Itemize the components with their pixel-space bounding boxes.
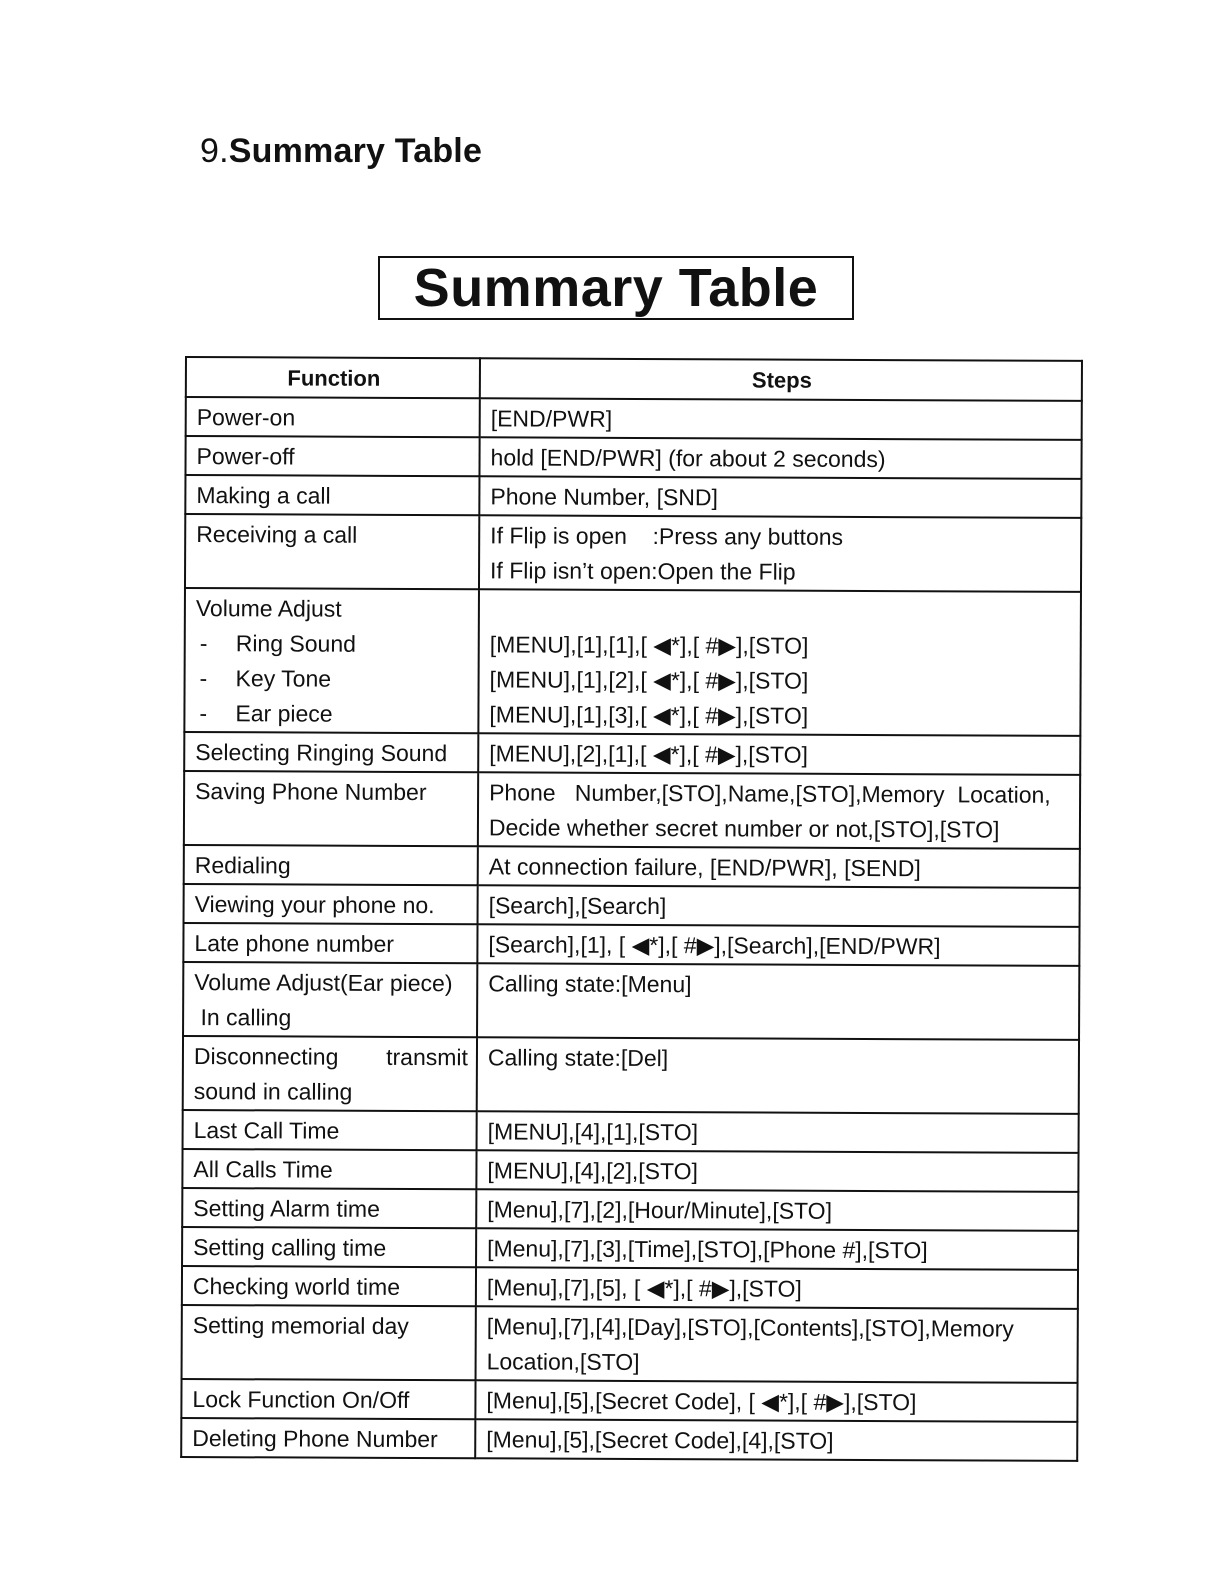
function-text: Redialing [194, 852, 291, 879]
steps-text: If Flip isn’t open:Open the Flip [490, 557, 796, 585]
table-row [182, 1305, 1078, 1383]
steps-cell [477, 963, 1079, 1040]
function-cell [183, 1036, 477, 1111]
function-text: Deleting Phone Number [192, 1425, 438, 1453]
steps-cell [475, 1380, 1077, 1422]
steps-cell [476, 1306, 1078, 1383]
function-word: transmit [386, 1043, 468, 1071]
function-cell [183, 962, 477, 1037]
steps-text: Phone Number,[STO],Name,[STO],Memory Location, [489, 779, 1051, 808]
function-text: Volume Adjust [195, 595, 342, 622]
table-row [184, 771, 1080, 849]
steps-text: Calling state:[Del] [487, 1044, 669, 1072]
function-cell [184, 732, 478, 772]
function-cell [182, 1266, 476, 1306]
steps-text: Decide whether secret number or not,[STO],[STO] [488, 814, 1000, 843]
function-text: Viewing your phone no. [194, 891, 435, 919]
table-row [185, 475, 1081, 518]
function-text: Selecting Ringing Sound [195, 739, 448, 767]
table-row [181, 1418, 1077, 1461]
function-text: Checking world time [192, 1273, 401, 1300]
steps-text: Location,[STO] [486, 1348, 640, 1375]
steps-cell [476, 1150, 1078, 1192]
sub-item: - Ear piece [199, 700, 333, 727]
steps-cell [478, 772, 1080, 849]
function-text: Last Call Time [193, 1117, 340, 1144]
table-row [183, 1110, 1079, 1153]
function-cell [181, 1418, 475, 1458]
function-cell [184, 588, 479, 733]
steps-cell [476, 1267, 1078, 1309]
steps-text: [Menu],[7],[4],[Day],[STO],[Contents],[STO],Memory [486, 1313, 1014, 1342]
steps-cell [478, 846, 1080, 888]
steps-text: Calling state:[Menu] [488, 970, 692, 998]
sub-item-label: Ring Sound [235, 630, 357, 657]
table-row [181, 1379, 1077, 1422]
steps-cell [479, 476, 1081, 518]
steps-text: [MENU],[1],[1],[ ◀*],[ #▶],[STO] [489, 631, 809, 659]
function-text: Power-off [196, 443, 295, 470]
sub-item: - Ring Sound [199, 630, 357, 657]
function-cell [184, 845, 478, 885]
table-row [184, 884, 1080, 927]
steps-cell [478, 885, 1080, 927]
function-cell [184, 771, 478, 846]
steps-text: [Search],[1], [ ◀*],[ #▶],[Search],[END/PWR] [488, 931, 941, 960]
steps-text: [MENU],[4],[2],[STO] [487, 1157, 698, 1185]
table-row [183, 1036, 1079, 1114]
steps-text: [Search],[Search] [488, 892, 667, 920]
function-cell [185, 475, 479, 515]
steps-cell [475, 1419, 1077, 1461]
sub-item-label: Key Tone [235, 665, 332, 692]
table-row [182, 1266, 1078, 1309]
section-heading [200, 132, 482, 171]
function-text: Power-on [196, 404, 296, 431]
steps-text: [MENU],[1],[3],[ ◀*],[ #▶],[STO] [489, 701, 809, 729]
function-cell [181, 1379, 475, 1419]
summary-table [180, 356, 1083, 1462]
steps-cell [477, 1037, 1079, 1114]
steps-text: At connection failure, [END/PWR], [SEND] [488, 853, 921, 882]
function-cell [182, 1188, 476, 1228]
steps-text: [Menu],[7],[3],[Time],[STO],[Phone #],[STO] [487, 1235, 928, 1264]
table-row [184, 588, 1081, 736]
function-text: Saving Phone Number [195, 778, 427, 806]
sub-item: - Key Tone [199, 665, 332, 692]
function-text: Receiving a call [196, 521, 358, 548]
steps-text: [Menu],[7],[5], [ ◀*],[ #▶],[STO] [486, 1274, 802, 1302]
function-cell [182, 1305, 476, 1380]
steps-text: [Menu],[5],[Secret Code],[4],[STO] [486, 1426, 834, 1454]
function-text: Setting Alarm time [193, 1195, 380, 1222]
steps-text: [Menu],[5],[Secret Code], [ ◀*],[ #▶],[STO] [486, 1387, 917, 1416]
steps-cell [478, 589, 1081, 736]
function-text: Volume Adjust(Ear piece) [194, 969, 453, 997]
section-title: Summary Table [228, 132, 483, 170]
steps-text: [MENU],[1],[2],[ ◀*],[ #▶],[STO] [489, 666, 809, 694]
steps-cell [477, 924, 1079, 966]
function-text: Lock Function On/Off [192, 1386, 410, 1413]
function-cell [186, 397, 480, 437]
table-row [184, 845, 1080, 888]
function-cell [185, 514, 479, 589]
steps-text: Phone Number, [SND] [490, 483, 719, 511]
table-row [184, 732, 1080, 775]
table-row [182, 1149, 1078, 1192]
steps-text: [Menu],[7],[2],[Hour/Minute],[STO] [487, 1196, 833, 1224]
function-cell [182, 1149, 476, 1189]
table-row [186, 397, 1082, 440]
header-steps: Steps [480, 358, 1082, 401]
steps-text: [END/PWR] [490, 405, 613, 432]
title-box [378, 256, 854, 320]
function-text-justified [194, 1039, 468, 1075]
steps-cell [479, 437, 1081, 479]
function-text: Late phone number [194, 930, 394, 957]
function-cell [183, 1110, 477, 1150]
steps-cell [479, 515, 1081, 592]
function-cell [183, 923, 477, 963]
function-text: In calling [194, 1004, 292, 1031]
function-word: Disconnecting [193, 1043, 339, 1070]
header-function: Function [186, 357, 480, 398]
steps-cell [478, 733, 1080, 775]
function-text: Making a call [196, 482, 331, 509]
table-row [182, 1227, 1078, 1270]
table-row [182, 1188, 1078, 1231]
section-number: 9. [200, 132, 229, 170]
steps-cell [476, 1189, 1078, 1231]
table-row [183, 923, 1079, 966]
function-cell [185, 436, 479, 476]
steps-text: If Flip is open :Press any buttons [490, 522, 844, 550]
title-box-label: Summary Table [413, 258, 819, 318]
steps-cell [480, 398, 1082, 440]
function-text: Setting calling time [193, 1234, 387, 1261]
steps-text: hold [END/PWR] (for about 2 seconds) [490, 444, 886, 473]
sub-item-label: Ear piece [235, 700, 333, 727]
table-header-row [186, 357, 1082, 401]
function-cell [184, 884, 478, 924]
function-text: sound in calling [193, 1078, 353, 1105]
steps-text: [MENU],[2],[1],[ ◀*],[ #▶],[STO] [489, 740, 809, 768]
table-row [185, 514, 1081, 592]
table-row [183, 962, 1079, 1040]
function-cell [182, 1227, 476, 1267]
function-text: All Calls Time [193, 1156, 333, 1183]
steps-cell [477, 1111, 1079, 1153]
steps-text: [MENU],[4],[1],[STO] [487, 1118, 699, 1146]
table-row [185, 436, 1081, 479]
function-text: Setting memorial day [192, 1312, 409, 1339]
steps-cell [476, 1228, 1078, 1270]
